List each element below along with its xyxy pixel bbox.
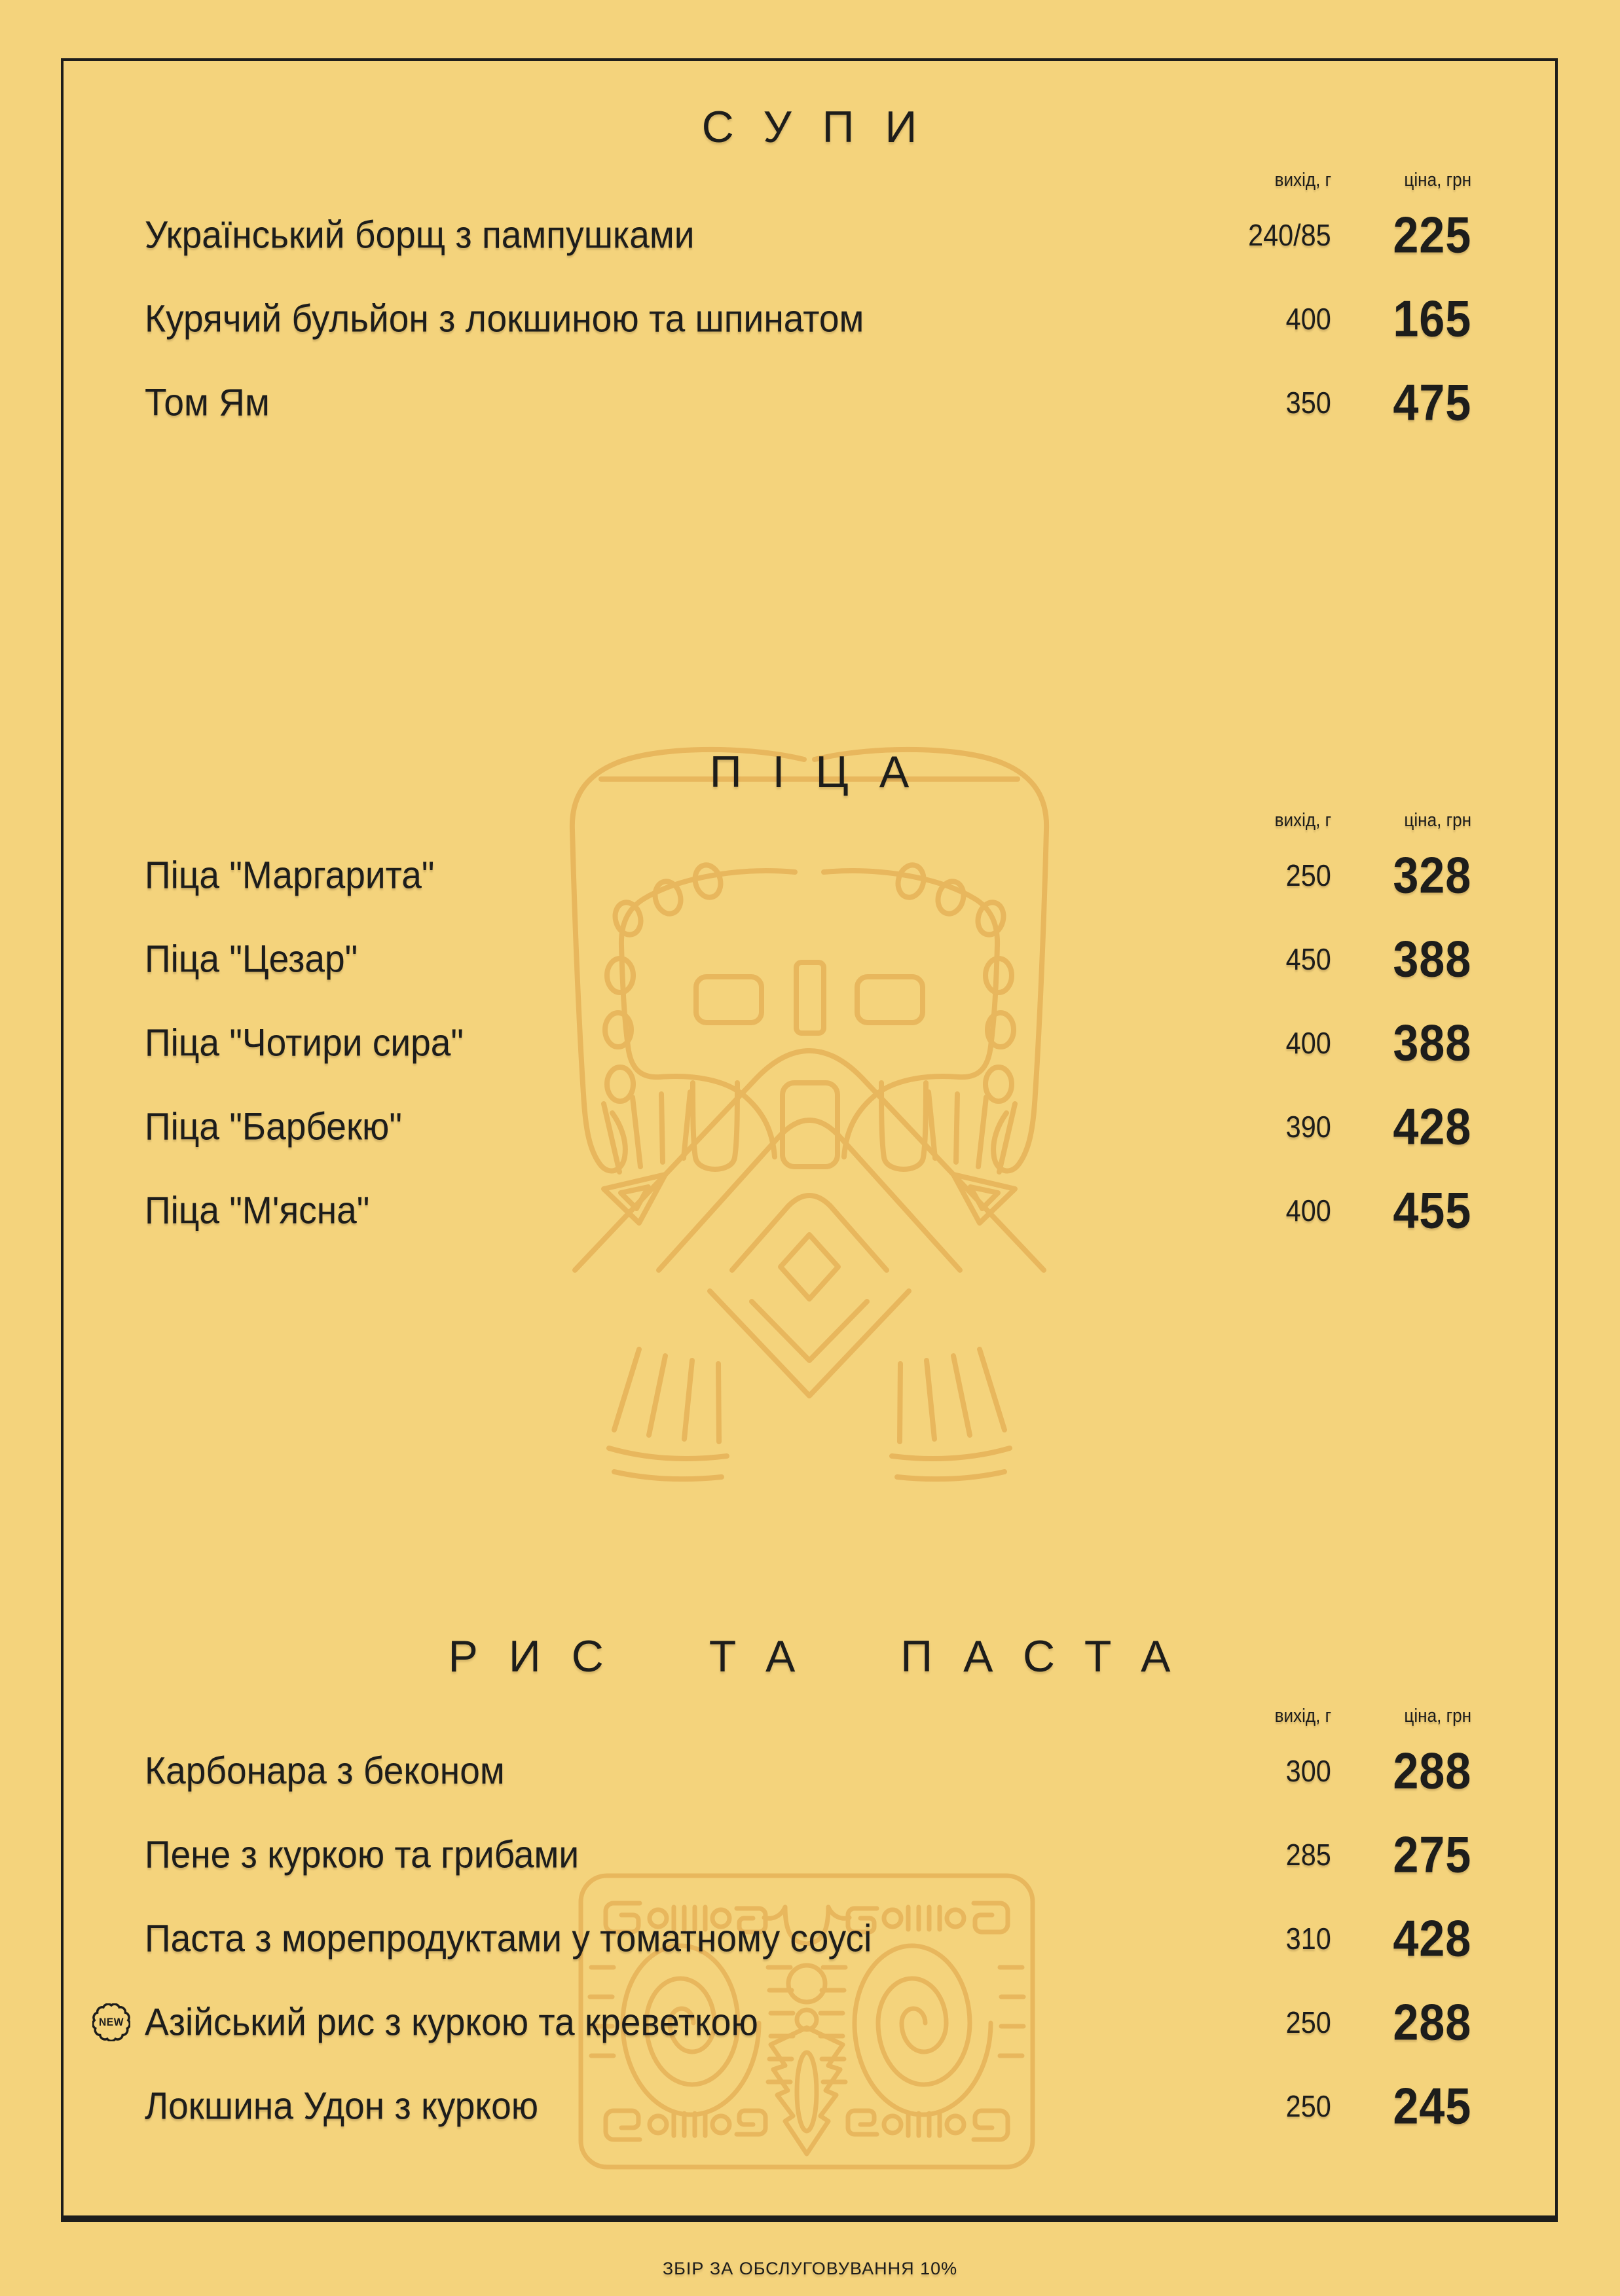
menu-item-row xyxy=(64,1897,1555,1980)
menu-item-row xyxy=(64,193,1555,277)
menu-section xyxy=(64,100,1555,445)
item-price: 428 xyxy=(1393,1909,1471,1967)
item-weight: 400 xyxy=(1285,302,1331,336)
item-weight: 285 xyxy=(1285,1838,1331,1872)
section-title: СУПИ xyxy=(701,102,948,152)
item-price: 165 xyxy=(1393,289,1471,348)
new-badge-label: NEW xyxy=(99,2016,124,2028)
item-name: Український борщ з пампушками xyxy=(145,213,695,257)
menu-item-row xyxy=(64,1729,1555,1813)
menu-section xyxy=(64,744,1555,1252)
item-price: 328 xyxy=(1393,846,1471,904)
service-charge-note: ЗБІР ЗА ОБСЛУГОВУВАННЯ 10% xyxy=(662,2259,958,2278)
menu-item-row xyxy=(64,833,1555,917)
item-name: Піца "Маргарита" xyxy=(145,854,435,897)
item-name: Локшина Удон з куркою xyxy=(145,2085,539,2128)
price-column-header: ціна, грн xyxy=(1404,170,1471,191)
item-price: 455 xyxy=(1393,1181,1471,1239)
menu-section xyxy=(64,1629,1555,2148)
item-name: Піца "Чотири сира" xyxy=(145,1021,464,1065)
item-weight: 310 xyxy=(1285,1922,1331,1956)
item-weight: 350 xyxy=(1285,386,1331,420)
item-price: 225 xyxy=(1393,206,1471,264)
price-column-header: ціна, грн xyxy=(1404,1705,1471,1726)
price-column-header: ціна, грн xyxy=(1404,810,1471,831)
item-name: Том Ям xyxy=(145,381,270,424)
item-weight: 450 xyxy=(1285,942,1331,976)
column-headers xyxy=(64,167,1555,193)
item-name: Паста з морепродуктами у томатному соусі xyxy=(145,1917,872,1960)
item-name: Карбонара з беконом xyxy=(145,1749,505,1793)
section-rows xyxy=(64,193,1555,445)
menu-item-row xyxy=(64,1169,1555,1252)
column-headers xyxy=(64,807,1555,833)
item-name: Піца "Барбекю" xyxy=(145,1105,402,1148)
item-name: Курячий бульйон з локшиною та шпинатом xyxy=(145,297,864,340)
menu-frame xyxy=(61,58,1558,2222)
menu-item-row xyxy=(64,917,1555,1001)
menu-item-row xyxy=(64,1813,1555,1897)
section-title: ПІЦА xyxy=(709,747,940,797)
item-price: 475 xyxy=(1393,373,1471,431)
item-weight: 300 xyxy=(1285,1754,1331,1788)
item-price: 388 xyxy=(1393,930,1471,988)
item-weight: 250 xyxy=(1285,2089,1331,2123)
menu-item-row xyxy=(64,361,1555,445)
weight-column-header: вихід, г xyxy=(1274,810,1331,831)
item-price: 428 xyxy=(1393,1097,1471,1156)
item-weight: 250 xyxy=(1285,858,1331,892)
menu-item-row xyxy=(64,1085,1555,1169)
item-name: Азійський рис з куркою та креветкою xyxy=(145,2001,758,2044)
item-weight: 400 xyxy=(1285,1026,1331,1060)
item-weight: 400 xyxy=(1285,1194,1331,1228)
item-price: 245 xyxy=(1393,2077,1471,2135)
menu-item-row xyxy=(64,2064,1555,2148)
item-weight: 390 xyxy=(1285,1110,1331,1144)
item-weight: 250 xyxy=(1285,2005,1331,2039)
section-title: РИС ТА ПАСТА xyxy=(448,1631,1202,1681)
section-rows xyxy=(64,833,1555,1252)
item-price: 388 xyxy=(1393,1013,1471,1072)
menu-item-row xyxy=(64,1001,1555,1085)
section-rows xyxy=(64,1729,1555,2148)
menu-item-row xyxy=(64,1980,1555,2064)
menu-item-row xyxy=(64,277,1555,361)
new-badge xyxy=(92,2003,130,2041)
item-weight: 240/85 xyxy=(1248,218,1331,252)
column-headers xyxy=(64,1703,1555,1729)
item-price: 275 xyxy=(1393,1825,1471,1884)
item-price: 288 xyxy=(1393,1741,1471,1800)
item-name: Пене з куркою та грибами xyxy=(145,1833,580,1876)
weight-column-header: вихід, г xyxy=(1274,170,1331,191)
item-name: Піца "Цезар" xyxy=(145,938,358,981)
weight-column-header: вихід, г xyxy=(1274,1705,1331,1726)
item-name: Піца "М'ясна" xyxy=(145,1189,370,1232)
item-price: 288 xyxy=(1393,1993,1471,2051)
